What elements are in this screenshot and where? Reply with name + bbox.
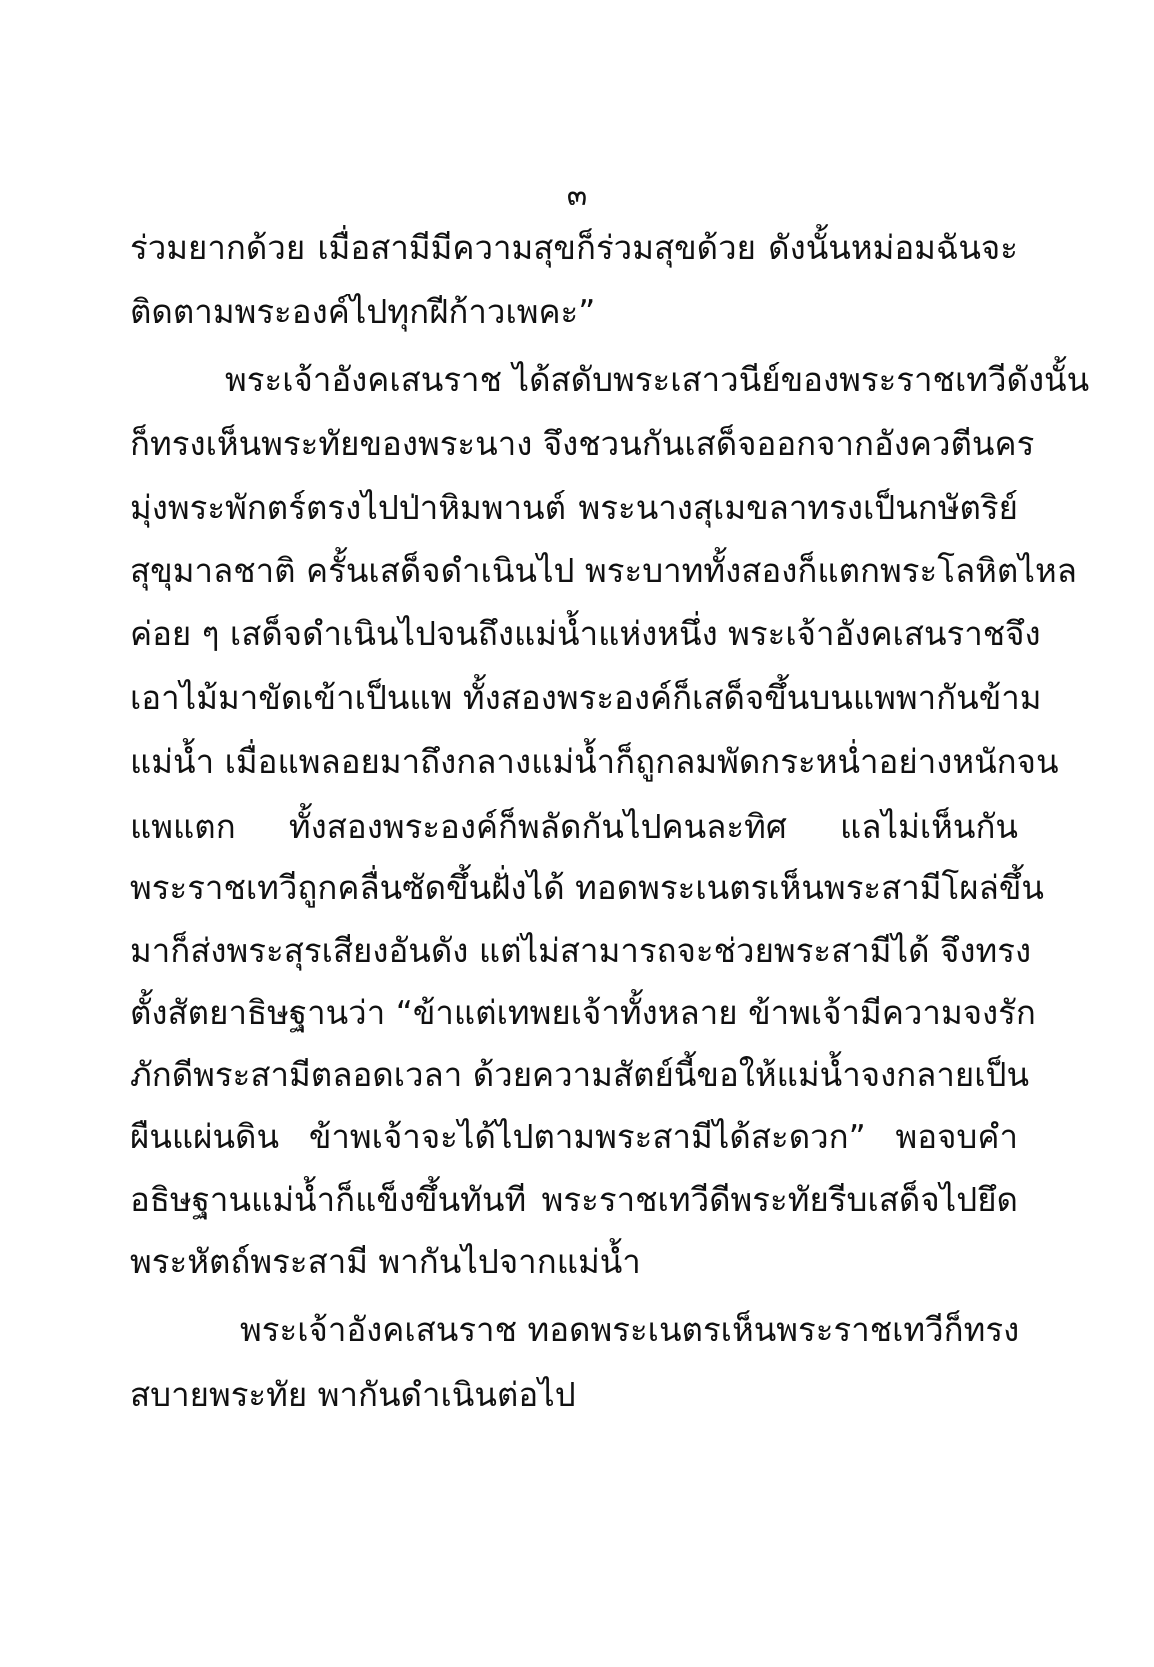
page-number: ๓: [566, 178, 588, 213]
text-line: มาก็ส่งพระสุรเสียงอันดัง แต่ไม่สามารถจะช่วยพระสามีได้ จึงทรง: [130, 931, 1032, 970]
text-line: แพแตก ทั้งสองพระองค์ก็พลัดกันไปคนละทิศ แลไม่เห็นกัน: [130, 807, 1018, 846]
text-line: แม่น้ำ เมื่อแพลอยมาถึงกลางแม่น้ำก็ถูกลมพัดกระหน่ำอย่างหนักจน: [130, 742, 1059, 781]
text-line: เอาไม้มาขัดเข้าเป็นแพ ทั้งสองพระองค์ก็เสด็จขึ้นบนแพพากันข้าม: [130, 678, 1042, 717]
text-line: ตั้งสัตยาธิษฐานว่า “ข้าแต่เทพยเจ้าทั้งหลาย ข้าพเจ้ามีความจงรัก: [130, 993, 1036, 1032]
text-line: ร่วมยากด้วย เมื่อสามีมีความสุขก็ร่วมสุขด้วย ดังนั้นหม่อมฉันจะ: [130, 228, 1018, 267]
text-line: ค่อย ๆ เสด็จดำเนินไปจนถึงแม่น้ำแห่งหนึ่ง พระเจ้าอังคเสนราชจึง: [130, 614, 1041, 653]
text-line: อธิษฐานแม่น้ำก็แข็งขึ้นทันที พระราชเทวีดีพระทัยรีบเสด็จไปยึด: [130, 1180, 1018, 1219]
text-line: สบายพระทัย พากันดำเนินต่อไป: [130, 1375, 576, 1414]
text-line: ผืนแผ่นดิน ข้าพเจ้าจะได้ไปตามพระสามีได้สะดวก” พอจบคำ: [130, 1117, 1018, 1156]
text-line: สุขุมาลชาติ ครั้นเสด็จดำเนินไป พระบาททั้งสองก็แตกพระโลหิตไหล: [130, 551, 1077, 590]
text-line: ติดตามพระองค์ไปทุกฝีก้าวเพคะ”: [130, 292, 596, 331]
text-line: ก็ทรงเห็นพระทัยของพระนาง จึงชวนกันเสด็จออกจากอังควตีนคร: [130, 424, 1035, 463]
text-line: พระราชเทวีถูกคลื่นซัดขึ้นฝั่งได้ ทอดพระเนตรเห็นพระสามีโผล่ขึ้น: [130, 868, 1044, 907]
text-line: พระเจ้าอังคเสนราช ได้สดับพระเสาวนีย์ของพระราชเทวีดังนั้น: [225, 360, 1090, 399]
text-line: พระเจ้าอังคเสนราช ทอดพระเนตรเห็นพระราชเทวีก็ทรง: [240, 1310, 1020, 1349]
text-line: มุ่งพระพักตร์ตรงไปป่าหิมพานต์ พระนางสุเมขลาทรงเป็นกษัตริย์: [130, 488, 1018, 527]
text-line: พระหัตถ์พระสามี พากันไปจากแม่น้ำ: [130, 1242, 641, 1281]
text-line: ภักดีพระสามีตลอดเวลา ด้วยความสัตย์นี้ขอให้แม่น้ำจงกลายเป็น: [130, 1055, 1030, 1094]
